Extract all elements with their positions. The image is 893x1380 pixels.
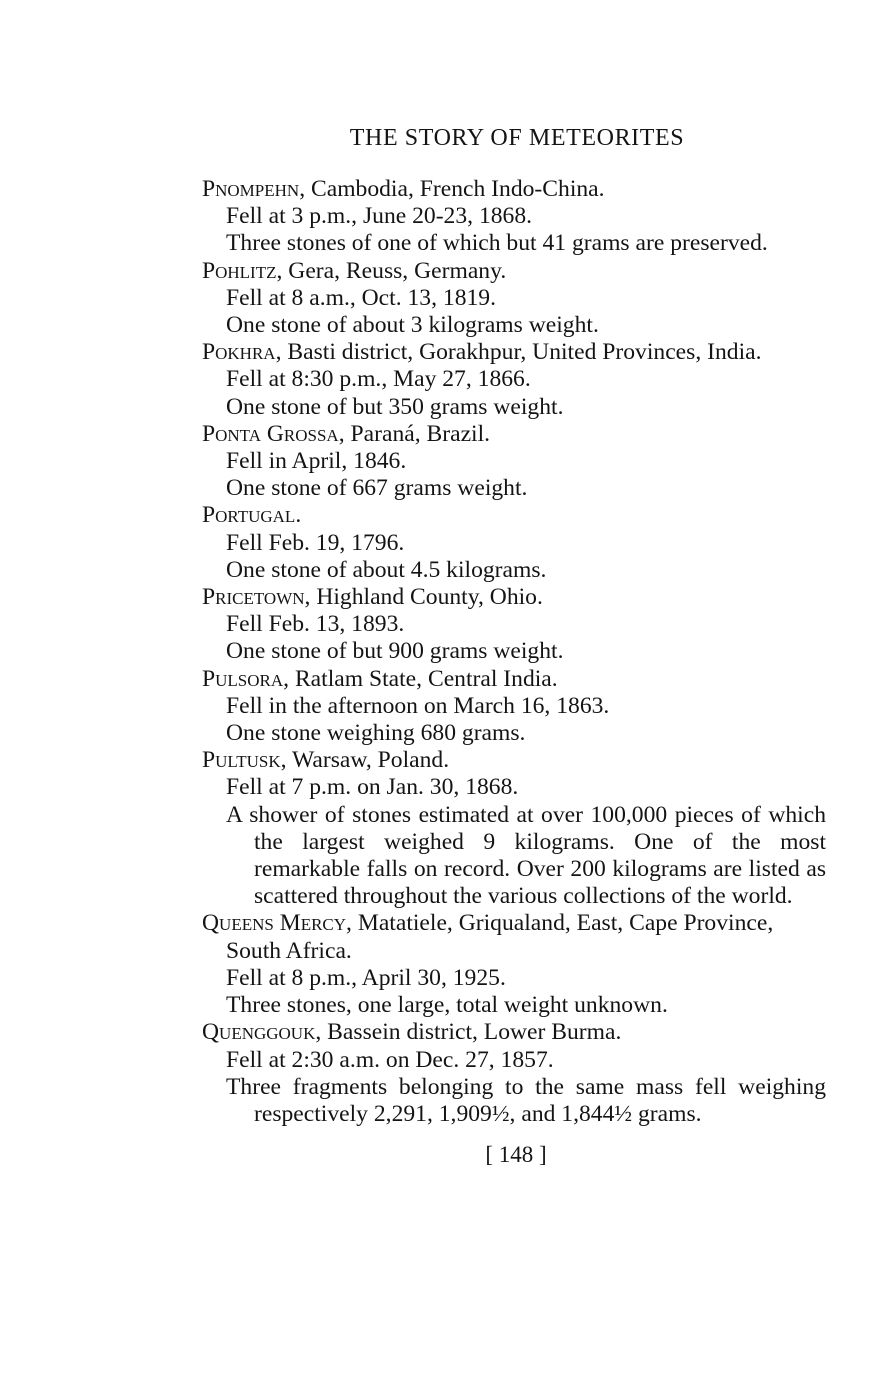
book-page (202, 118, 826, 1170)
meteorite-entry (202, 1019, 826, 1128)
meteorite-name: Ponta Grossa (202, 420, 339, 447)
meteorite-entry (202, 339, 826, 421)
entry-description: Three fragments belonging to the same mass fell weighing respectively 2,291, 1,909½, and 1,844½ grams. (226, 1073, 826, 1127)
meteorite-entry (202, 584, 826, 666)
entry-description: One stone of but 350 grams weight. (226, 393, 564, 420)
meteorite-name: Pokhra (202, 339, 276, 366)
fall-date: Fell in the afternoon on March 16, 1863. (226, 692, 610, 719)
meteorite-name: Pohlitz (202, 257, 277, 284)
meteorite-name: Pultusk (202, 747, 281, 774)
meteorite-entry-list (202, 176, 826, 1128)
entry-description: One stone of 667 grams weight. (226, 475, 528, 502)
meteorite-location: , Warsaw, Poland. (280, 747, 450, 774)
meteorite-location: , Highland County, Ohio. (304, 584, 543, 611)
meteorite-entry (202, 910, 826, 1019)
meteorite-name: Pulsora (202, 665, 284, 692)
fall-date: Fell at 7 p.m. on Jan. 30, 1868. (226, 774, 519, 801)
meteorite-name: Pricetown (202, 584, 305, 611)
meteorite-location: , Matatiele, Griqualand, East, Cape Province, South Africa. (226, 910, 774, 964)
meteorite-location: , Paraná, Brazil. (338, 420, 491, 447)
entry-heading (202, 910, 826, 964)
entry-description: Three stones, one large, total weight unknown. (226, 992, 668, 1019)
meteorite-entry (202, 258, 826, 340)
entry-heading (202, 502, 826, 529)
entry-heading (202, 176, 826, 203)
entry-heading (202, 584, 826, 611)
meteorite-entry (202, 747, 826, 910)
entry-description: One stone of about 4.5 kilograms. (226, 556, 547, 583)
meteorite-name: Queens Mercy (202, 910, 347, 937)
fall-date: Fell at 8:30 p.m., May 27, 1866. (226, 366, 531, 393)
entry-heading (202, 747, 826, 774)
meteorite-location: , Bassein district, Lower Burma. (315, 1019, 622, 1046)
fall-date: Fell Feb. 19, 1796. (226, 529, 405, 556)
meteorite-location: , Basti district, Gorakhpur, United Provinces, India. (275, 339, 762, 366)
meteorite-name: Portugal (202, 502, 296, 529)
fall-date: Fell in April, 1846. (226, 448, 407, 475)
meteorite-name: Quenggouk (202, 1019, 316, 1046)
entry-description: Three stones of one of which but 41 grams are preserved. (226, 230, 768, 257)
meteorite-location: , Ratlam State, Central India. (283, 665, 558, 692)
meteorite-entry (202, 176, 826, 258)
entry-heading (202, 421, 826, 448)
entry-description: A shower of stones estimated at over 100,000 pieces of which the largest weighed 9 kilograms. One of the most remarkable falls on record. Over 200 kilograms are listed as scattered throughout the various collections of the world. (226, 801, 826, 910)
fall-date: Fell at 8 a.m., Oct. 13, 1819. (226, 284, 496, 311)
meteorite-name: Pnompehn (202, 176, 300, 202)
entry-description: One stone of about 3 kilograms weight. (226, 312, 599, 339)
fall-date: Fell at 3 p.m., June 20-23, 1868. (226, 203, 533, 230)
meteorite-entry (202, 421, 826, 503)
fall-date: Fell at 2:30 a.m. on Dec. 27, 1857. (226, 1046, 554, 1073)
meteorite-entry (202, 666, 826, 748)
entry-heading (202, 258, 826, 285)
meteorite-location: . (295, 502, 302, 529)
entry-heading (202, 1019, 826, 1046)
fall-date: Fell at 8 p.m., April 30, 1925. (226, 964, 506, 991)
running-head: THE STORY OF METEORITES (349, 125, 685, 151)
page-number: [ 148 ] (485, 1142, 547, 1168)
entry-heading (202, 339, 826, 366)
meteorite-location: , Gera, Reuss, Germany. (276, 257, 507, 284)
entry-description: One stone of but 900 grams weight. (226, 638, 564, 665)
entry-heading (202, 666, 826, 693)
meteorite-location: , Cambodia, French Indo-China. (299, 176, 605, 202)
entry-description: One stone weighing 680 grams. (226, 720, 526, 747)
fall-date: Fell Feb. 13, 1893. (226, 611, 405, 638)
meteorite-entry (202, 502, 826, 584)
